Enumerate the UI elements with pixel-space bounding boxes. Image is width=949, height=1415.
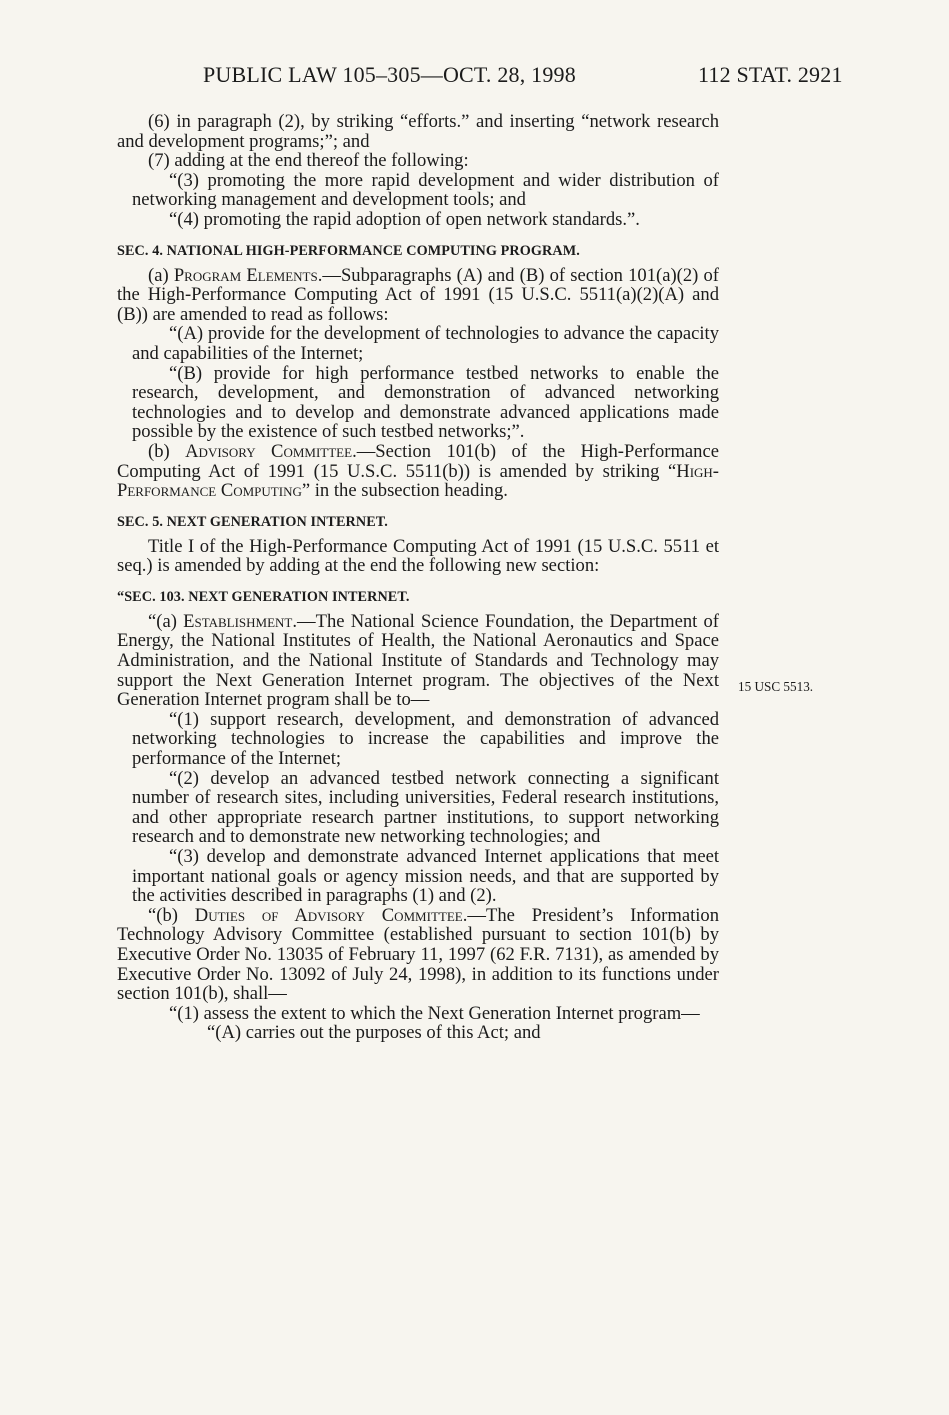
duty-1-clause-a: “(A) carries out the purposes of this Act; and xyxy=(207,1022,541,1044)
paragraph-4-promoting: “(4) promoting the rapid adoption of open network standards.”. xyxy=(169,208,640,230)
paragraph-3-promoting: “(3) promoting the more rapid development and wider distribution of networking management and development tools; and xyxy=(132,169,719,211)
subsection-b-text-2: ” in the subsection heading. xyxy=(301,480,508,502)
objective-2: “(2) develop an advanced testbed network connecting a significant number of research sites, including universities, Federal research institutions, and other appropriate research partner institutions, to support networking research and to demonstrate new networking technologies; and xyxy=(132,767,719,848)
objective-3: “(3) develop and demonstrate advanced Internet applications that meet important national goals or agency mission needs, and that are supported by the activities described in paragraphs (1) and (2). xyxy=(132,846,719,907)
section-5-intro: Title I of the High-Performance Computing Act of 1991 (15 U.S.C. 5511 et seq.) is amended by adding at the end the following new section: xyxy=(117,535,719,577)
subsection-b-quoted-heading: High-Performance Computing xyxy=(117,460,719,502)
establishment-caption: Establishment xyxy=(183,610,293,632)
subsection-b-text-1: .—Section 101(b) of the High-Performance Computing Act of 1991 (15 U.S.C. 5511(b)) is amended by striking “ xyxy=(117,440,719,482)
subsection-b-caption: Advisory Committee xyxy=(185,440,353,462)
duty-1: “(1) assess the extent to which the Next Generation Internet program— xyxy=(169,1002,700,1024)
section-4-subsection-b xyxy=(117,442,719,501)
paragraph-6: (6) in paragraph (2), by striking “efforts.” and inserting “network research and development programs;”; and xyxy=(117,111,719,152)
section-4-subsection-a xyxy=(117,266,719,325)
running-head-page-number: 112 STAT. 2921 xyxy=(698,62,843,87)
objective-1: “(1) support research, development, and demonstration of advanced networking technologies to increase the capabilities and improve the performance of the Internet; xyxy=(132,708,719,770)
document-body xyxy=(117,112,719,1043)
section-4-clause-a: “(A) provide for the development of technologies to advance the capacity and capabilities of the Internet; xyxy=(132,323,719,364)
margin-note-usc: 15 USC 5513. xyxy=(738,679,814,694)
duties-prefix: “(b) xyxy=(148,904,195,926)
subsection-b-prefix: (b) xyxy=(148,440,186,462)
section-103-heading: “SEC. 103. NEXT GENERATION INTERNET. xyxy=(117,588,410,605)
section-5-heading: SEC. 5. NEXT GENERATION INTERNET. xyxy=(117,513,388,530)
section-103-subsection-a xyxy=(117,612,719,710)
establishment-text: .—The National Science Foundation, the Department of Energy, the National Institutes of Health, the National Aeronautics and Space Administration, and the National Institute of Standards and Technology may support the Next Generation Internet program. The objectives of the Next Generation Internet program shall be to— xyxy=(117,610,719,711)
duties-text: .—The President’s Information Technology Advisory Committee (established pursuant to section 101(b) by Executive Order No. 13035 of February 11, 1997 (62 F.R. 7131), as amended by Executive Order No. 13092 of July 24, 1998), in addition to its functions under section 101(b), shall— xyxy=(117,904,719,1005)
section-4-heading: SEC. 4. NATIONAL HIGH-PERFORMANCE COMPUTING PROGRAM. xyxy=(117,242,580,259)
paragraph-7: (7) adding at the end thereof the following: xyxy=(148,150,469,172)
subsection-a-text: .—Subparagraphs (A) and (B) of section 101(a)(2) of the High-Performance Computing Act of 1991 (15 U.S.C. 5511(a)(2)(A) and (B)) are amended to read as follows: xyxy=(117,264,720,325)
duties-caption: Duties of Advisory Committee xyxy=(194,904,463,926)
subsection-a-caption: Program Elements xyxy=(173,264,318,286)
section-103-subsection-b xyxy=(117,906,719,1004)
subsection-a-prefix: (a) xyxy=(148,264,174,286)
section-4-clause-b: “(B) provide for high performance testbed networks to enable the research, development, and demonstration of advanced networking technologies and to develop and demonstrate advanced applications made possible by the existence of such testbed networks;”. xyxy=(132,362,719,443)
establishment-prefix: “(a) xyxy=(148,610,184,632)
running-head-left: PUBLIC LAW 105–305—OCT. 28, 1998 xyxy=(203,62,576,87)
